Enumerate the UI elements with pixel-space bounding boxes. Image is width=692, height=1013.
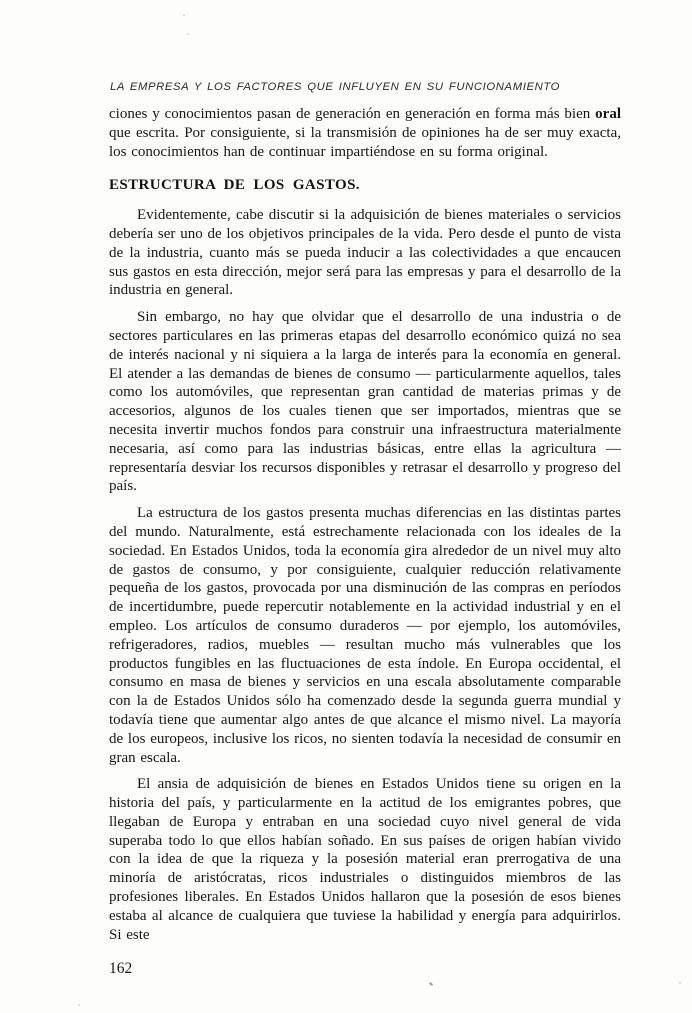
paragraph-sin-embargo: Sin embargo, no hay que olvidar que el desarrollo de una industria o de sectores particulares en las primeras etapas del desarrollo económico quizá no sea de interés nacional y ni siquiera a la larga de interés para la economía en general. El atender a las demandas de bienes de consumo — particularmente aquellos, tales como los automóviles, que representan gran cantidad de materias primas y de accesorios, algunos de los cuales tienen que ser importados, mientras que se necesita invertir muchos fondos para construir una infraestructura materialmente necesaria, así como para las industrias básicas, entre ellas la agricultura — representaría desviar los recursos disponibles y retrasar el desarrollo y progreso del país. <box>109 309 621 495</box>
page-number: 162 <box>109 960 133 978</box>
paragraph-ansia-adquisicion: El ansia de adquisición de bienes en Estados Unidos tiene su origen en la historia del país, y particularmente en la actitud de los emigrantes pobres, que llegaban de Europa y entraban en una sociedad cuyo nivel general de vida superaba todo lo que ellos habían soñado. En sus países de origen habían vivido con la idea de que la riqueza y la posesión material eran prerrogativa de una minoría de aristócratas, ricos industriales o distinguidos miembros de las profesiones liberales. En Estados Unidos hallaron que la posesión de esos bienes estaba al alcance de cualquiera que tuviese la habilidad y energía para adquirirlos. Si este <box>109 776 621 943</box>
scan-speck <box>679 982 681 984</box>
running-head-text: LA EMPRESA Y LOS FACTORES QUE INFLUYEN EN SU FUNCIONAMIENTO <box>110 81 561 93</box>
section-heading: ESTRUCTURA DE LOS GASTOS. <box>109 177 360 194</box>
bold-emphasis-oral: oral <box>595 106 621 122</box>
paragraph-estructura-intro: Evidentemente, cabe discutir si la adquisición de bienes materiales o servicios debería ser uno de los objetivos principales de la vida. Pero desde el punto de vista de la industria, cuanto más se pueda inducir a las colectividades a que encaucen sus gastos en esta dirección, mejor será para las empresas y para el desarrollo de la industria en general. <box>109 207 621 299</box>
paragraph-text: ciones y conocimientos pasan de generación en generación en forma más bien <box>109 106 596 122</box>
paragraph-estructura-gastos-mundo: La estructura de los gastos presenta muchas diferencias en las distintas partes del mundo. Naturalmente, está estrechamente relacionada con los ideales de la sociedad. En Estados Unidos, toda la economía gira alrededor de un nivel muy alto de gastos de consumo, y por consiguiente, cualquier reducción relativamente pequeña de los gastos, provocada por una disminución de las compras en períodos de incertidumbre, puede repercutir notablemente en la actividad industrial y en el empleo. Los artículos de consumo duraderos — por ejemplo, los automóviles, refrigeradores, radios, muebles — resultan mucho más vulnerables que los productos fungibles en las fluctuaciones de esta índole. En Europa occidental, el consumo en masa de bienes y servicios en una escala absolutamente comparable con la de Estados Unidos sólo ha comenzado desde la segunda guerra mundial y todavía tiene que aumentar algo antes de que alcance el mismo nivel. La mayoría de los europeos, inclusive los ricos, no sienten todavía la necesidad de consumir en gran escala. <box>109 505 621 766</box>
running-head <box>110 81 560 93</box>
paragraph-text: que escrita. Por consiguiente, si la transmisión de opiniones ha de ser muy exacta, los conocimientos han de continuar impartiéndose en su forma original. <box>109 124 621 160</box>
scan-speck <box>429 982 433 986</box>
scan-speck <box>183 14 185 16</box>
page-body <box>109 105 621 979</box>
paragraph-continued <box>109 105 621 161</box>
scan-speck <box>187 33 189 35</box>
scan-speck <box>78 1004 80 1006</box>
